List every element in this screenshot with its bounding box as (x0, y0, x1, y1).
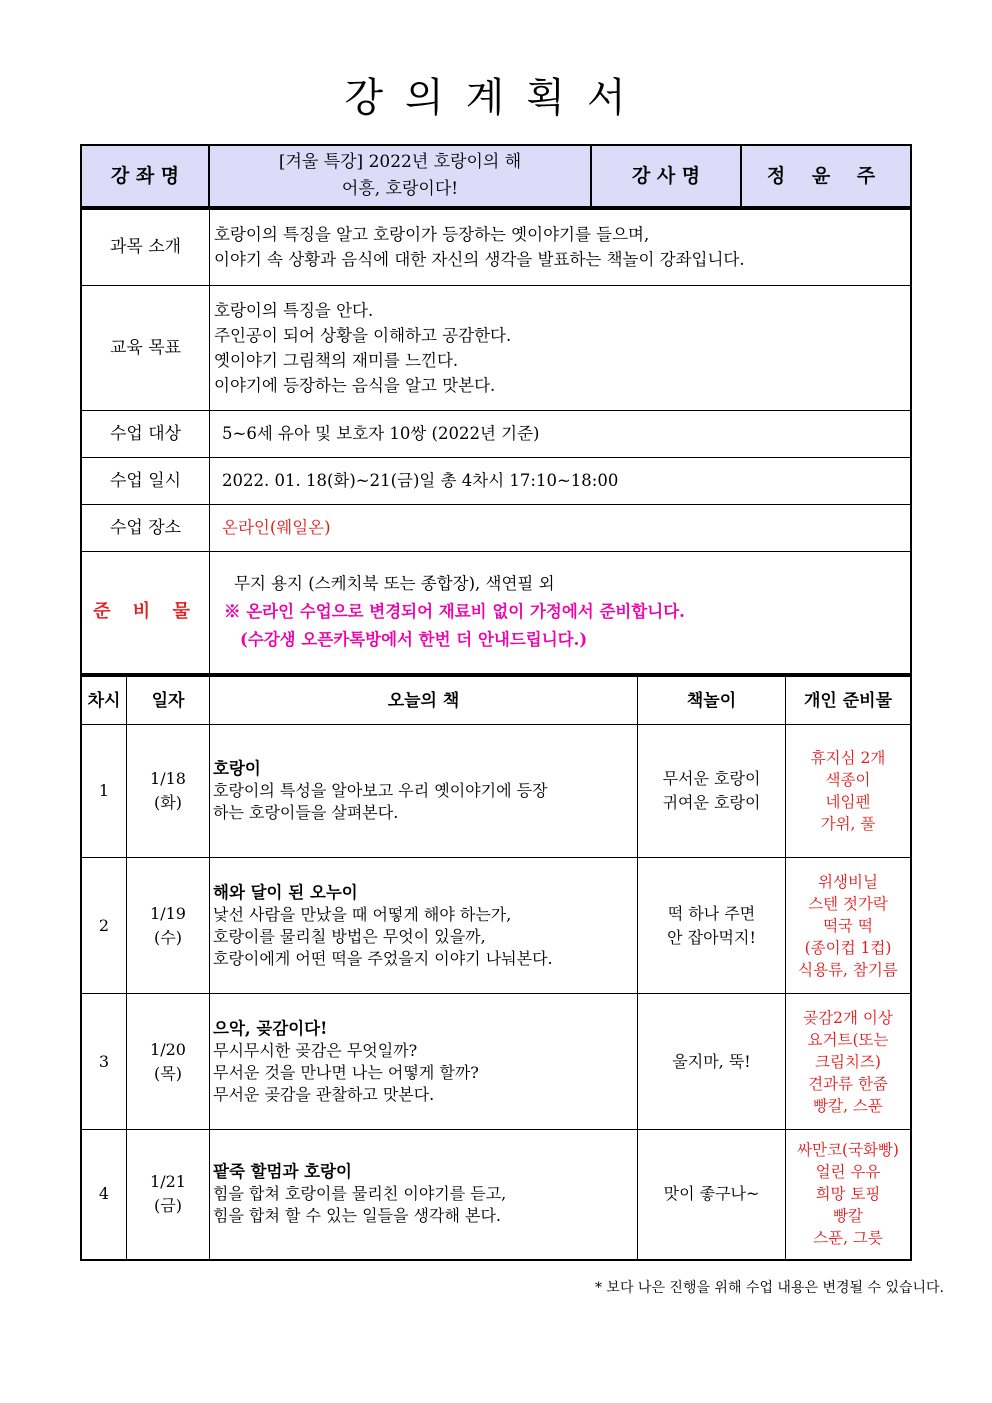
prep-item: 휴지심 2개 (810, 749, 886, 767)
session-date (127, 1130, 210, 1260)
table-row (81, 725, 911, 858)
book-line: 호랑이에게 어떤 떡을 주었을지 이야기 나눠본다. (213, 948, 553, 968)
date-value: 2022. 01. 18(화)~21(금)일 총 4차시 17:10~18:00 (210, 457, 912, 504)
prep-item: 스푼, 그릇 (813, 1229, 883, 1248)
course-name (209, 145, 591, 207)
goal-line: 호랑이의 특징을 안다. (214, 300, 374, 320)
book-line: 무서운 곶감을 관찰하고 맛본다. (213, 1084, 435, 1104)
target-value: 5~6세 유아 및 보호자 10쌍 (2022년 기준) (210, 410, 912, 457)
header-session: 차시 (81, 676, 127, 725)
place-value: 온라인(웨일온) (210, 504, 912, 551)
table-row (81, 858, 911, 994)
table-row (81, 1130, 911, 1260)
header-prep: 개인 준비물 (786, 676, 912, 725)
prep-item: 얼린 우유 (815, 1163, 881, 1182)
activity-line: 귀여운 호랑이 (662, 793, 761, 812)
prep-item: 식용류, 참기름 (798, 960, 898, 979)
prep-item: 곶감2개 이상 (803, 1008, 893, 1027)
date-text: 1/20 (150, 1039, 186, 1059)
goal-line: 옛이야기 그림책의 재미를 느낀다. (214, 350, 459, 370)
activity-line: 울지마, 뚝! (672, 1051, 751, 1071)
supplies-notice: ※ 온라인 수업으로 변경되어 재료비 없이 가정에서 준비합니다. (224, 602, 685, 622)
prep-cell (786, 994, 912, 1130)
prep-item: 빵칼 (833, 1207, 863, 1226)
session-number: 4 (81, 1130, 127, 1260)
place-label: 수업 장소 (81, 504, 210, 551)
book-cell (210, 1130, 638, 1260)
goal-line: 주인공이 되어 상황을 이해하고 공감한다. (214, 325, 512, 345)
schedule-table (80, 675, 912, 1261)
course-name-line2: 어흥, 호랑이다! (341, 179, 459, 199)
footnote: * 보다 나은 진행을 위해 수업 내용은 변경될 수 있습니다. (594, 1280, 944, 1296)
day-text: (금) (154, 1196, 182, 1216)
prep-item: 네임펜 (825, 793, 871, 811)
supplies-notice2: (수강생 오픈카톡방에서 한번 더 안내드립니다.) (240, 630, 588, 650)
prep-cell (786, 858, 912, 994)
day-text: (수) (154, 927, 182, 947)
activity-cell (638, 725, 786, 858)
book-line: 힘을 합쳐 할 수 있는 일들을 생각해 본다. (213, 1206, 501, 1226)
book-cell (210, 858, 638, 994)
table-row (81, 994, 911, 1130)
prep-item: 위생비닐 (818, 872, 878, 891)
book-title: 해와 달이 된 오누이 (213, 882, 358, 902)
book-line: 호랑이의 특성을 알아보고 우리 옛이야기에 등장 (213, 781, 548, 800)
goal-content (210, 285, 912, 410)
activity-cell (638, 994, 786, 1130)
book-cell (210, 725, 638, 858)
activity-line: 무서운 호랑이 (662, 769, 761, 788)
course-info-table (80, 208, 912, 675)
goal-line: 이야기에 등장하는 음식을 알고 맛본다. (214, 375, 496, 395)
date-label: 수업 일시 (81, 457, 210, 504)
session-date (127, 725, 210, 858)
prep-item: 스텐 젓가락 (808, 894, 888, 913)
session-date (127, 994, 210, 1130)
prep-item: 희망 토핑 (815, 1185, 881, 1204)
book-title: 으악, 곶감이다! (213, 1018, 328, 1038)
date-text: 1/18 (150, 769, 186, 788)
activity-cell (638, 1130, 786, 1260)
prep-cell (786, 1130, 912, 1260)
activity-cell (638, 858, 786, 994)
activity-line: 맛이 좋구나~ (663, 1184, 760, 1204)
instructor-label: 강 사 명 (591, 145, 741, 207)
prep-item: 떡국 떡 (823, 916, 873, 935)
intro-content (210, 209, 912, 285)
document-title: 강의계획서 (344, 75, 648, 121)
prep-item: 견과류 한줌 (808, 1074, 888, 1093)
header-date: 일자 (127, 676, 210, 725)
book-line: 호랑이를 물리칠 방법은 무엇이 있을까, (213, 926, 486, 946)
book-line: 힘을 합쳐 호랑이를 물리친 이야기를 듣고, (213, 1184, 507, 1204)
prep-cell (786, 725, 912, 858)
day-text: (목) (154, 1063, 182, 1083)
book-cell (210, 994, 638, 1130)
book-line: 무시무시한 곶감은 무엇일까? (213, 1040, 418, 1060)
supplies-content (210, 551, 912, 674)
intro-line: 이야기 속 상황과 음식에 대한 자신의 생각을 발표하는 책놀이 강좌입니다. (214, 250, 745, 270)
intro-label: 과목 소개 (81, 209, 210, 285)
prep-item: (종이컵 1컵) (804, 938, 892, 957)
activity-line: 안 잡아먹지! (667, 927, 756, 947)
prep-item: 싸만코(국화빵) (797, 1141, 899, 1160)
prep-item: 크림치즈) (815, 1052, 881, 1071)
day-text: (화) (154, 793, 182, 812)
book-line: 낯선 사람을 만났을 때 어떻게 해야 하는가, (213, 904, 512, 924)
book-line: 무서운 것을 만나면 나는 어떻게 할까? (213, 1062, 479, 1082)
goal-label: 교육 목표 (81, 285, 210, 410)
prep-item: 빵칼, 스푼 (813, 1096, 883, 1115)
session-number: 2 (81, 858, 127, 994)
activity-line: 떡 하나 주면 (667, 903, 756, 923)
target-label: 수업 대상 (81, 410, 210, 457)
prep-item: 요거트(또는 (807, 1030, 889, 1049)
prep-item: 색종이 (825, 771, 871, 789)
course-name-line1: [겨울 특강] 2022년 호랑이의 해 (278, 152, 522, 172)
session-number: 1 (81, 725, 127, 858)
book-title: 호랑이 (213, 759, 261, 778)
book-line: 하는 호랑이들을 살펴본다. (213, 803, 399, 822)
course-label: 강 좌 명 (81, 145, 209, 207)
date-text: 1/21 (150, 1172, 186, 1192)
course-header-table (80, 144, 912, 208)
supplies-line1: 무지 용지 (스케치북 또는 종합장), 색연필 외 (234, 574, 555, 594)
session-date (127, 858, 210, 994)
header-activity: 책놀이 (638, 676, 786, 725)
header-book: 오늘의 책 (210, 676, 638, 725)
book-title: 팥죽 할멈과 호랑이 (213, 1162, 353, 1182)
supplies-label: 준 비 물 (81, 551, 210, 674)
instructor-name: 정 윤 주 (741, 145, 911, 207)
intro-line: 호랑이의 특징을 알고 호랑이가 등장하는 옛이야기를 들으며, (214, 225, 650, 245)
prep-item: 가위, 풀 (820, 815, 876, 833)
date-text: 1/19 (150, 903, 186, 923)
session-number: 3 (81, 994, 127, 1130)
